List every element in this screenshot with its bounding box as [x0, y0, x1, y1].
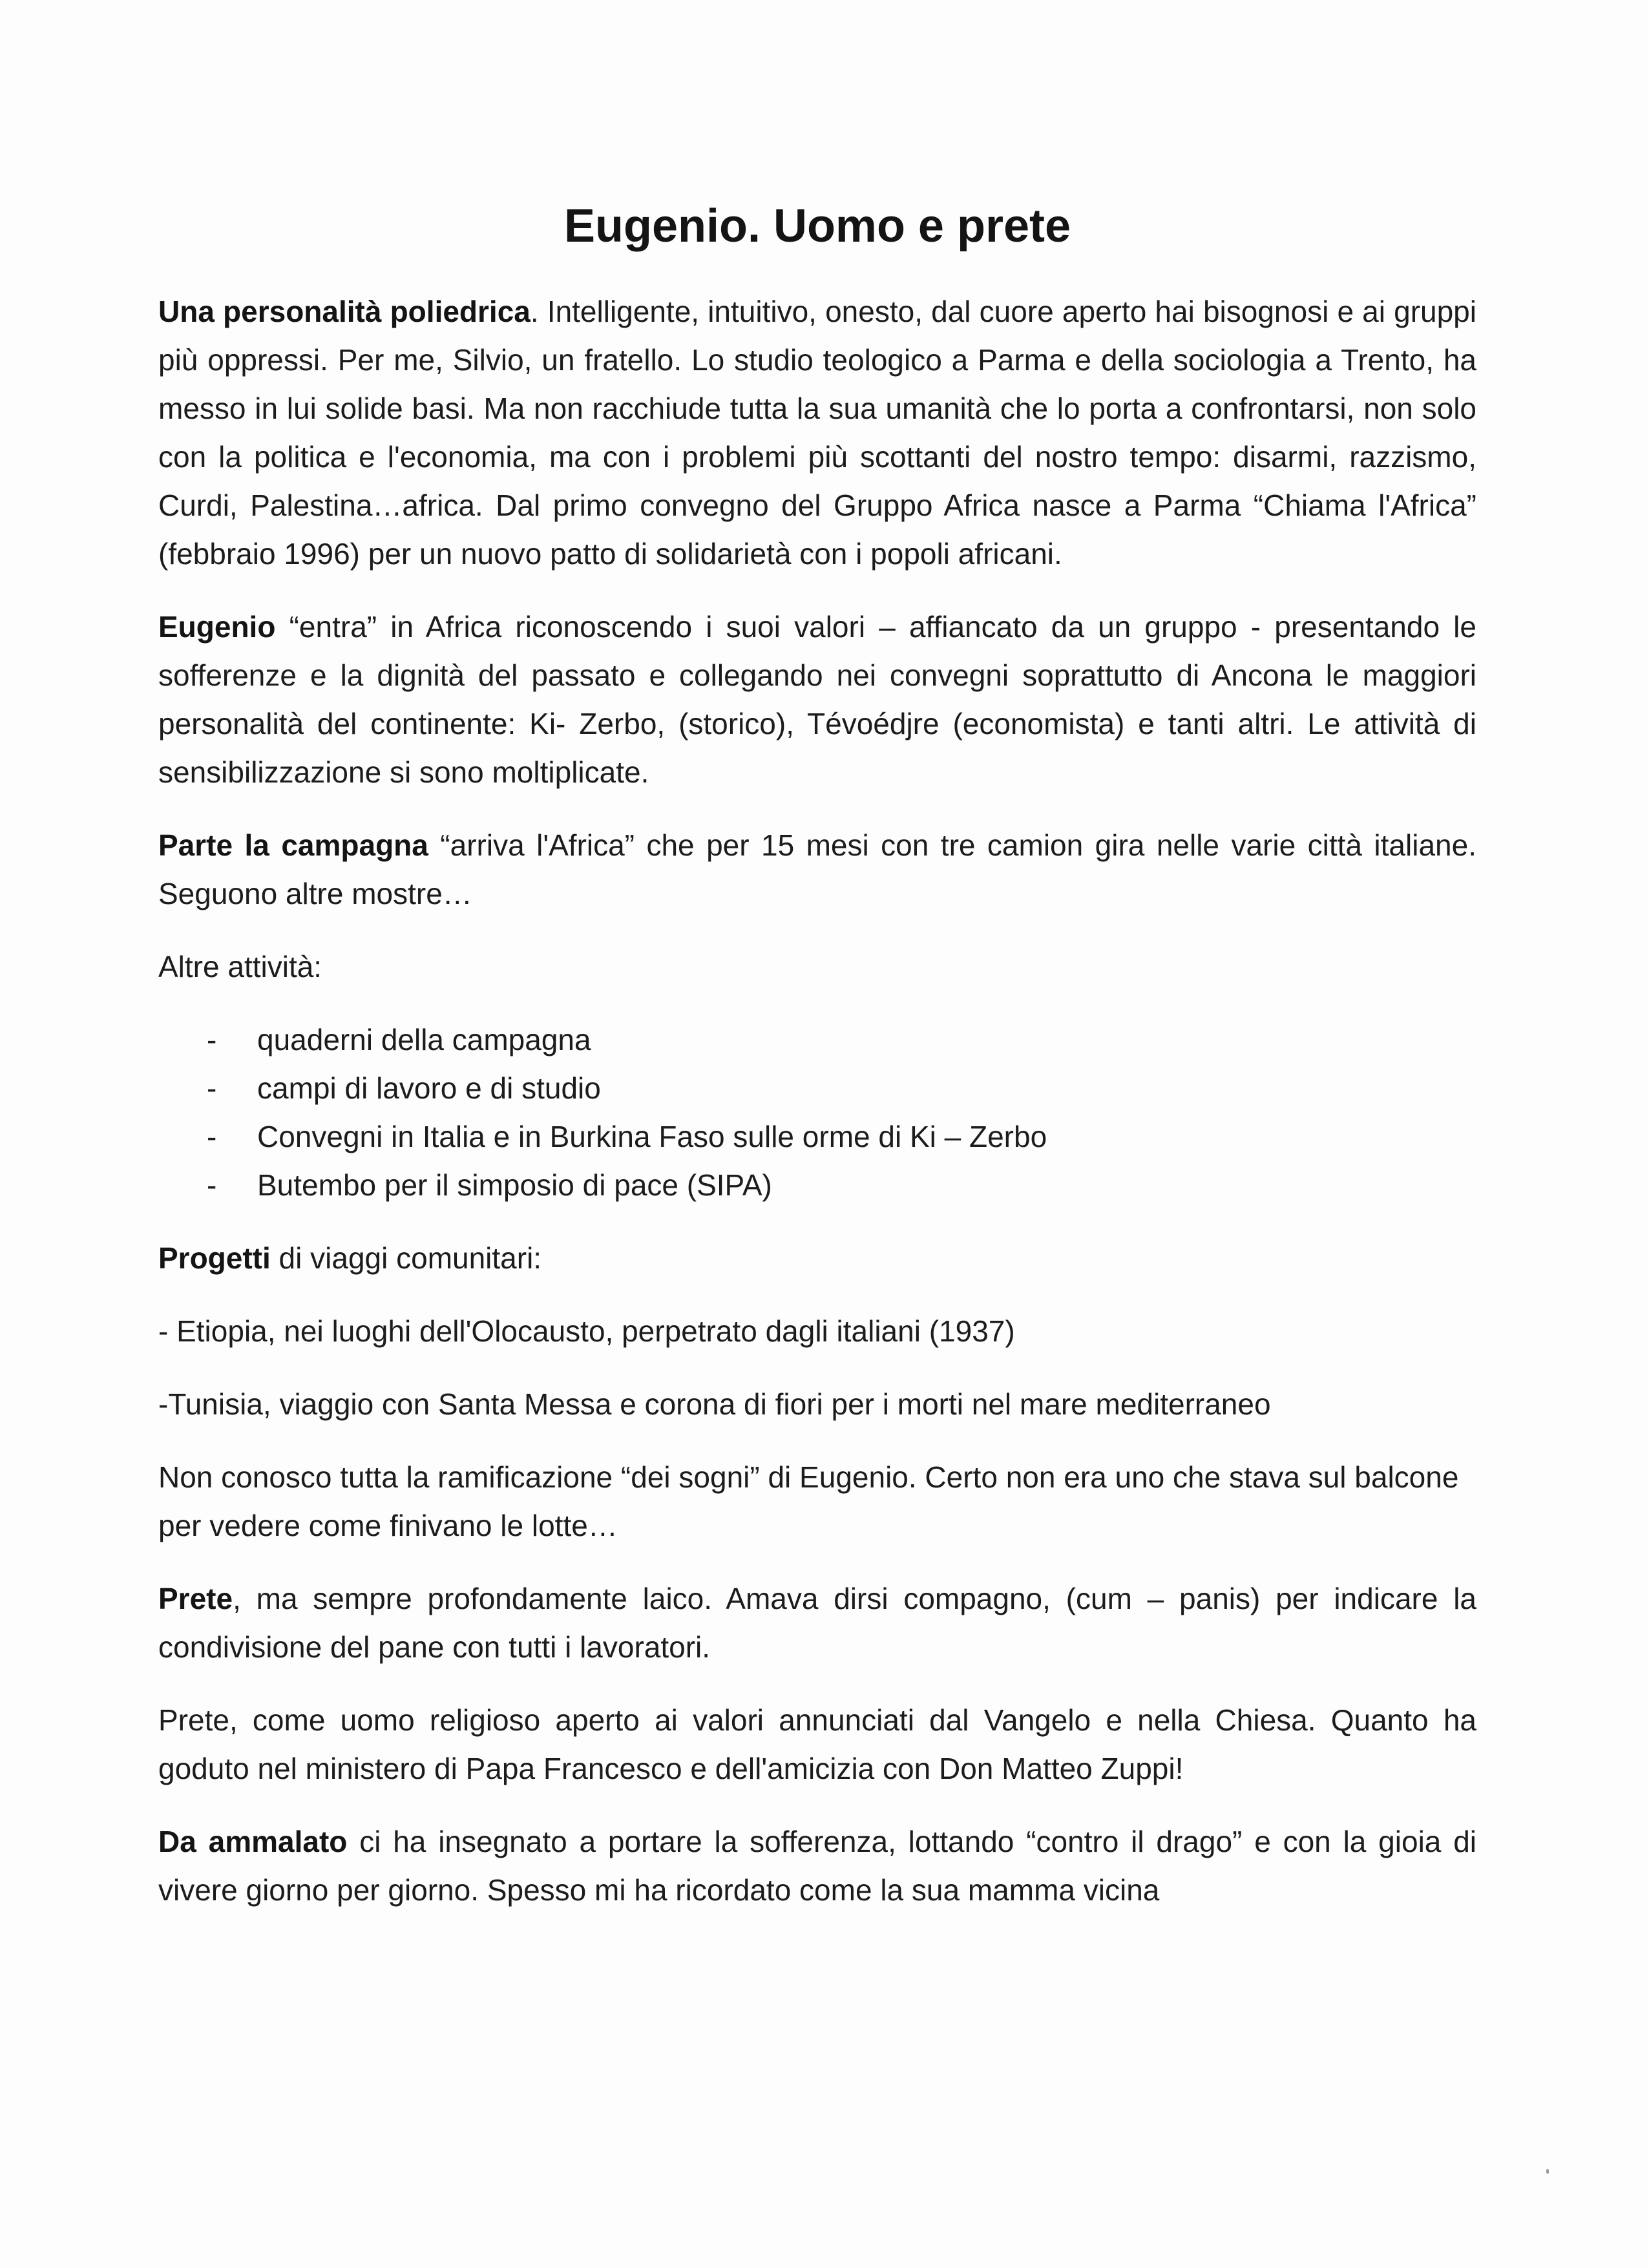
paragraph-personalita [158, 288, 1476, 578]
dash-bullet: - [207, 1023, 217, 1056]
document-body [158, 194, 1476, 1939]
activities-list [158, 1016, 1476, 1210]
paragraph-lead: Progetti [158, 1241, 271, 1275]
list-item-text: quaderni della campagna [257, 1023, 591, 1056]
paragraph-lead: Una personalità poliedrica [158, 295, 530, 328]
paragraph-lead: Prete [158, 1582, 233, 1615]
paragraph-lead: Da ammalato [158, 1825, 348, 1858]
scan-speck [1546, 2169, 1549, 2174]
paragraph-text: . Intelligente, intuitivo, onesto, dal cuore aperto hai bisognosi e ai gruppi più oppressi. Per me, Silvio, un fratello. Lo studio teologico a Parma e della sociologia a Trento, ha messo in lui solide basi. Ma non racchiude tutta la sua umanità che lo porta a confrontarsi, non solo con la politica e l'economia, ma con i problemi più scottanti del nostro tempo: disarmi, razzismo, Curdi, Palestina…africa. Dal primo convegno del Gruppo Africa nasce a Parma “Chiama l'Africa” (febbraio 1996) per un nuovo patto di solidarietà con i popoli africani. [158, 295, 1476, 571]
list-item [158, 1113, 1476, 1161]
paragraph-progetti [158, 1234, 1476, 1283]
list-item [158, 1161, 1476, 1210]
list-item [158, 1016, 1476, 1064]
paragraph-text: di viaggi comunitari: [270, 1241, 542, 1275]
paragraph-africa [158, 603, 1476, 797]
paragraph-prete [158, 1575, 1476, 1672]
list-item-text: Convegni in Italia e in Burkina Faso sulle orme di Ki – Zerbo [257, 1120, 1047, 1153]
dash-bullet: - [207, 1168, 217, 1202]
paragraph-campagna [158, 821, 1476, 918]
paragraph-text: “entra” in Africa riconoscendo i suoi valori – affiancato da un gruppo - presentando le sofferenze e la dignità del passato e collegando nei convegni soprattutto di Ancona le maggiori personalità del continente: Ki- Zerbo, (storico), Tévoédjre (economista) e tanti altri. Le attività di sensibilizzazione si sono moltiplicate. [158, 610, 1476, 789]
paragraph-ammalato [158, 1818, 1476, 1915]
paragraph-lead: Parte la campagna [158, 828, 428, 862]
paragraph-lead: Eugenio [158, 610, 276, 644]
paragraph-etiopia: - Etiopia, nei luoghi dell'Olocausto, perpetrato dagli italiani (1937) [158, 1314, 1015, 1348]
dash-bullet: - [207, 1071, 217, 1105]
paragraph-religioso: Prete, come uomo religioso aperto ai valori annunciati dal Vangelo e nella Chiesa. Quanto ha goduto nel ministero di Papa Francesco e dell'amicizia con Don Matteo Zuppi! [158, 1703, 1476, 1785]
list-item-text: campi di lavoro e di studio [257, 1071, 601, 1105]
list-item [158, 1064, 1476, 1113]
paragraph-altre-attivita: Altre attività: [158, 950, 322, 983]
paragraph-text: ci ha insegnato a portare la sofferenza, lottando “contro il drago” e con la gioia di vivere giorno per giorno. Spesso mi ha ricordato come la sua mamma vicina [158, 1825, 1476, 1907]
paragraph-text: “arriva l'Africa” che per 15 mesi con tre camion gira nelle varie città italiane. Seguono altre mostre… [158, 828, 1476, 910]
dash-bullet: - [207, 1120, 217, 1153]
document-title: Eugenio. Uomo e prete [563, 200, 1071, 252]
paragraph-tunisia: -Tunisia, viaggio con Santa Messa e corona di fiori per i morti nel mare mediterraneo [158, 1387, 1271, 1421]
paragraph-text: , ma sempre profondamente laico. Amava dirsi compagno, (cum – panis) per indicare la condivisione del pane con tutti i lavoratori. [158, 1582, 1476, 1664]
list-item-text: Butembo per il simposio di pace (SIPA) [257, 1168, 772, 1202]
paragraph-sogni: Non conosco tutta la ramificazione “dei sogni” di Eugenio. Certo non era uno che stava sul balcone per vedere come finivano le lotte… [158, 1460, 1459, 1542]
